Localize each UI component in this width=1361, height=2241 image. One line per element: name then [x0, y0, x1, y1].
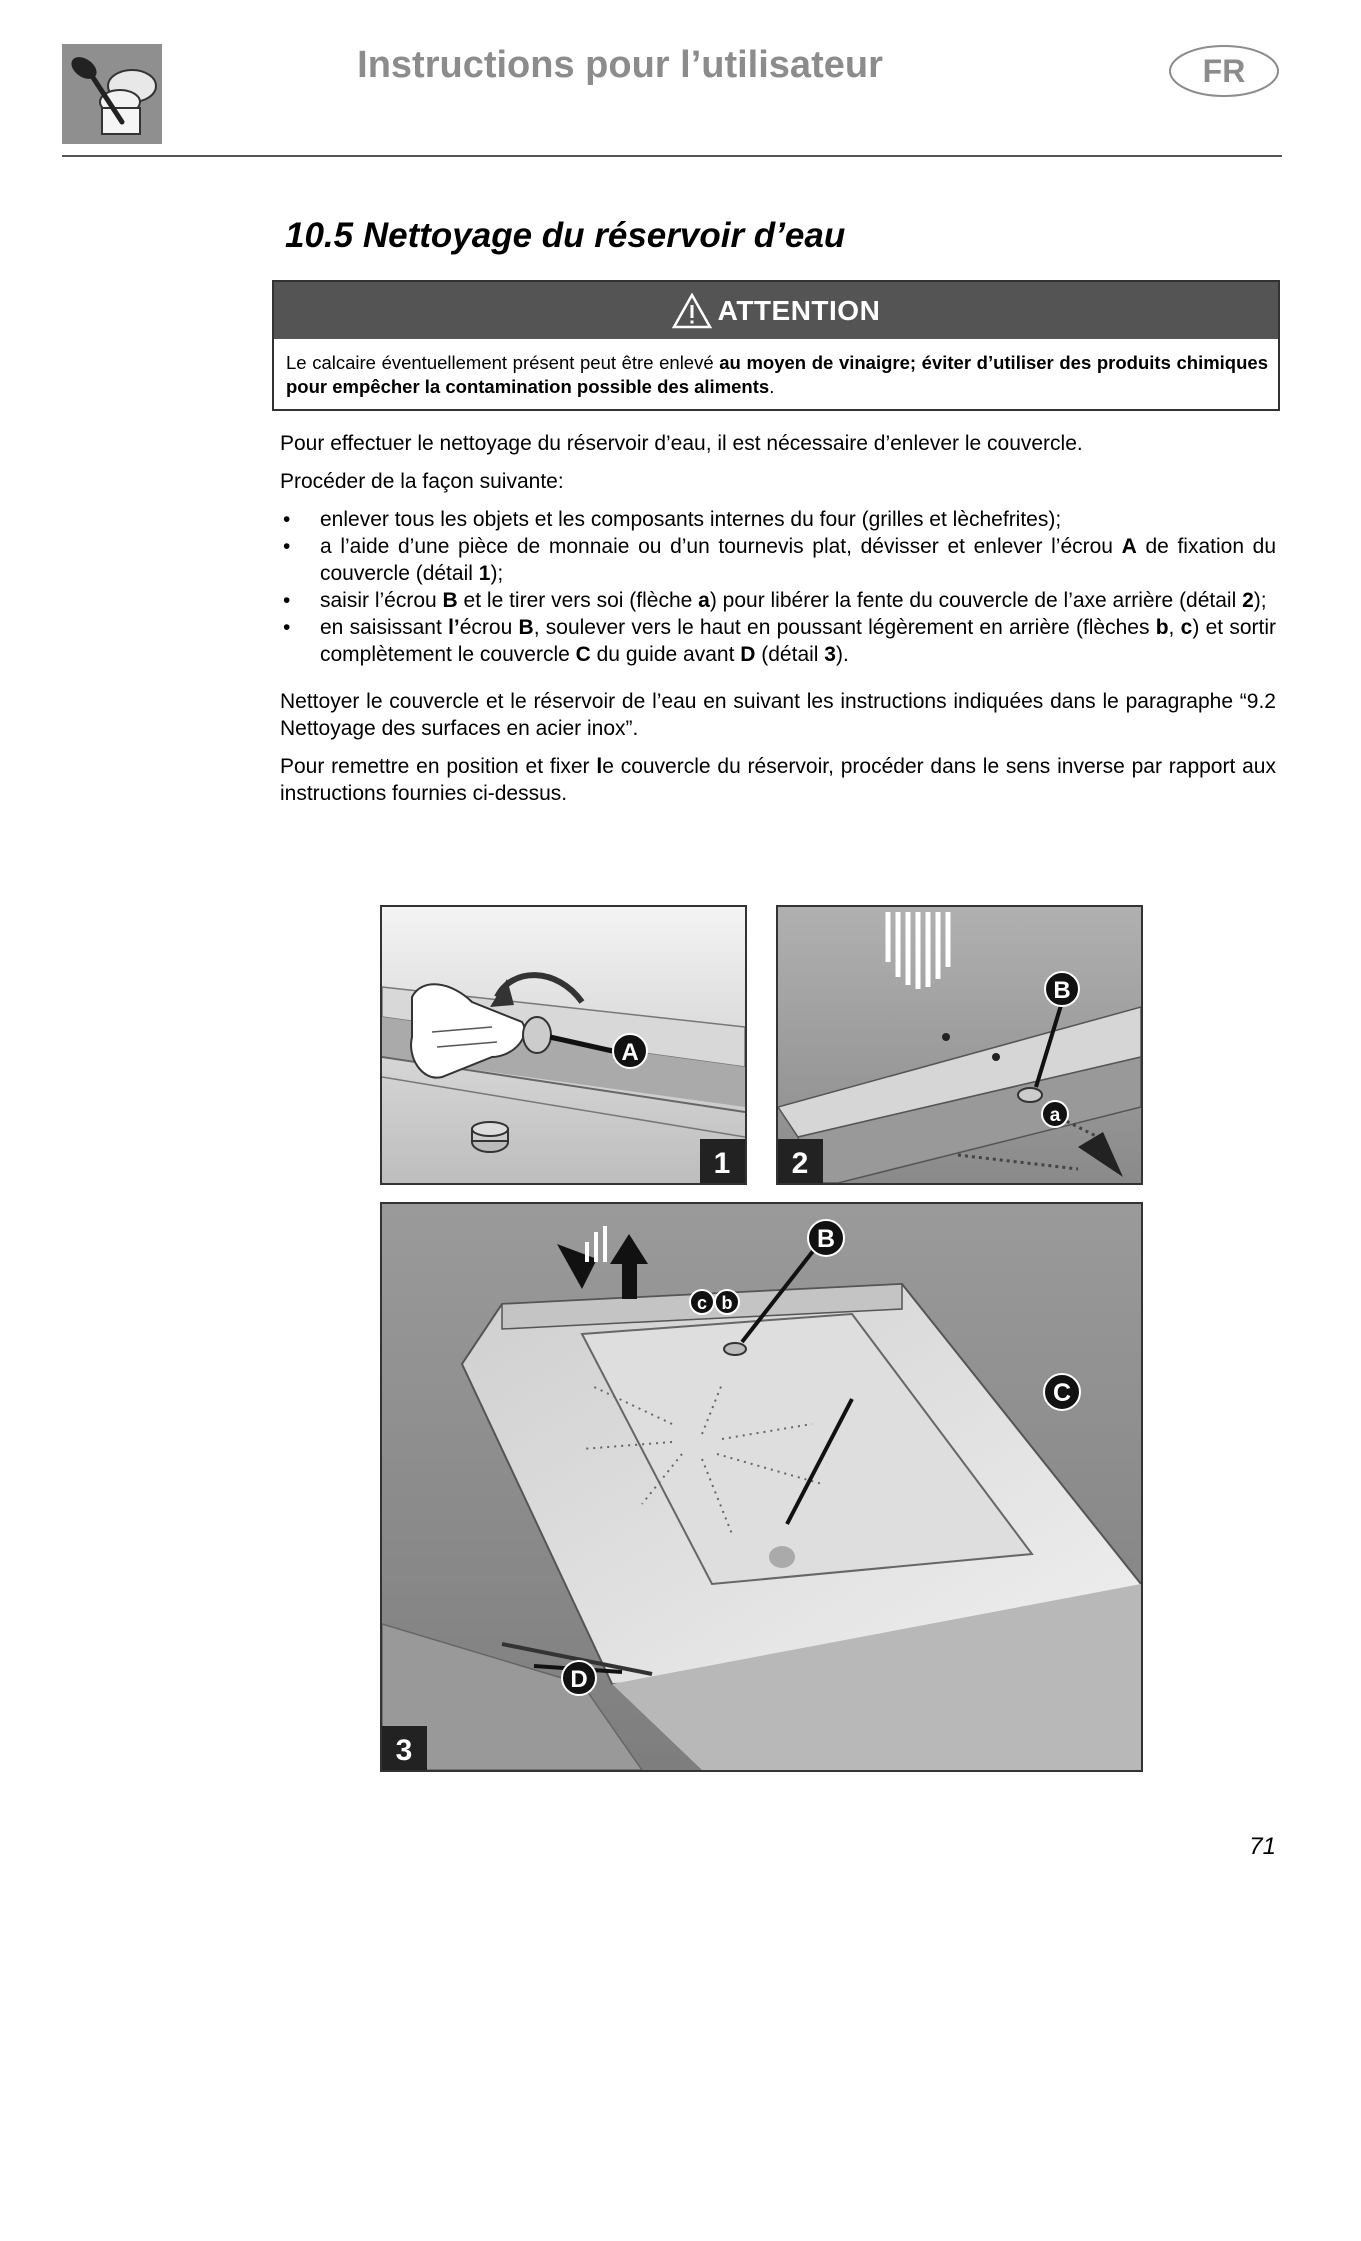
outro-paragraph-1: Nettoyer le couvercle et le réservoir de l’eau en suivant les instructions indiquées dans le paragraphe “9.2 Nettoyage des surfaces en acier inox”. — [280, 690, 1276, 740]
figure-detail-3 — [380, 1202, 1143, 1772]
callout-B — [1045, 972, 1079, 1006]
attention-text-end: . — [769, 376, 775, 397]
callout-A — [613, 1034, 647, 1068]
intro-paragraph-1: Pour effectuer le nettoyage du réservoir d’eau, il est nécessaire d’enlever le couvercle. — [280, 432, 1083, 455]
svg-text:C: C — [1052, 1379, 1072, 1407]
svg-text:B: B — [816, 1225, 836, 1253]
header-divider — [62, 155, 1282, 157]
figure-3-number: 3 — [395, 1734, 413, 1767]
svg-text:B: B — [1053, 977, 1071, 1004]
outro-paragraph-2: Pour remettre en position et fixer le couvercle du réservoir, procéder dans le sens inverse par rapport aux instructions fournies ci-dessus. — [280, 755, 1276, 805]
figure-2-number: 2 — [791, 1147, 809, 1180]
section-title: 10.5 Nettoyage du réservoir d’eau — [285, 216, 846, 255]
svg-text:a: a — [1049, 1105, 1061, 1126]
warning-triangle-icon — [672, 293, 712, 329]
step-2: • a l’aide d’une pièce de monnaie ou d’un tournevis plat, dévisser et enlever l’écrou A de fixation du couvercle (détail 1); — [280, 533, 1276, 587]
callout-D — [562, 1661, 596, 1695]
language-badge — [1168, 44, 1280, 98]
attention-heading: ATTENTION — [717, 294, 881, 326]
steps-list — [280, 506, 1276, 668]
attention-box — [272, 280, 1280, 411]
callout-b — [715, 1290, 739, 1314]
attention-header — [274, 282, 1278, 339]
figure-detail-2 — [776, 905, 1143, 1185]
attention-text — [274, 339, 1278, 409]
language-badge-label: FR — [1202, 52, 1246, 89]
step-3: • saisir l’écrou B et le tirer vers soi (flèche a) pour libérer la fente du couvercle de l’axe arrière (détail 2); — [280, 587, 1276, 614]
callout-C — [1044, 1374, 1080, 1410]
figure-detail-1 — [380, 905, 747, 1185]
callout-B — [808, 1220, 844, 1256]
attention-text-bold: au moyen de vinaigre; éviter d’utiliser des produits chimiques pour empêcher la contamination possible des aliments — [286, 352, 1268, 397]
svg-text:D: D — [570, 1666, 588, 1693]
svg-text:c: c — [696, 1293, 708, 1313]
intro-paragraph-2: Procéder de la façon suivante: — [280, 470, 564, 493]
step-4: • en saisissant l’écrou B, soulever vers le haut en poussant légèrement en arrière (flèches b, c) et sortir complètement le couvercle C du guide avant D (détail 3). — [280, 614, 1276, 668]
callout-c — [690, 1290, 714, 1314]
instructions-text — [280, 430, 1276, 818]
svg-text:A: A — [621, 1039, 639, 1066]
svg-text:b: b — [721, 1293, 733, 1313]
attention-text-plain: Le calcaire éventuellement présent peut être enlevé — [286, 352, 720, 373]
chef-spoon-logo-icon — [62, 44, 162, 144]
callout-a — [1042, 1101, 1068, 1127]
step-1: • enlever tous les objets et les composants internes du four (grilles et lèchefrites); — [280, 506, 1276, 533]
figure-1-number: 1 — [713, 1147, 731, 1180]
header-title: Instructions pour l’utilisateur — [357, 44, 883, 86]
page-number: 71 — [1249, 1833, 1276, 1860]
